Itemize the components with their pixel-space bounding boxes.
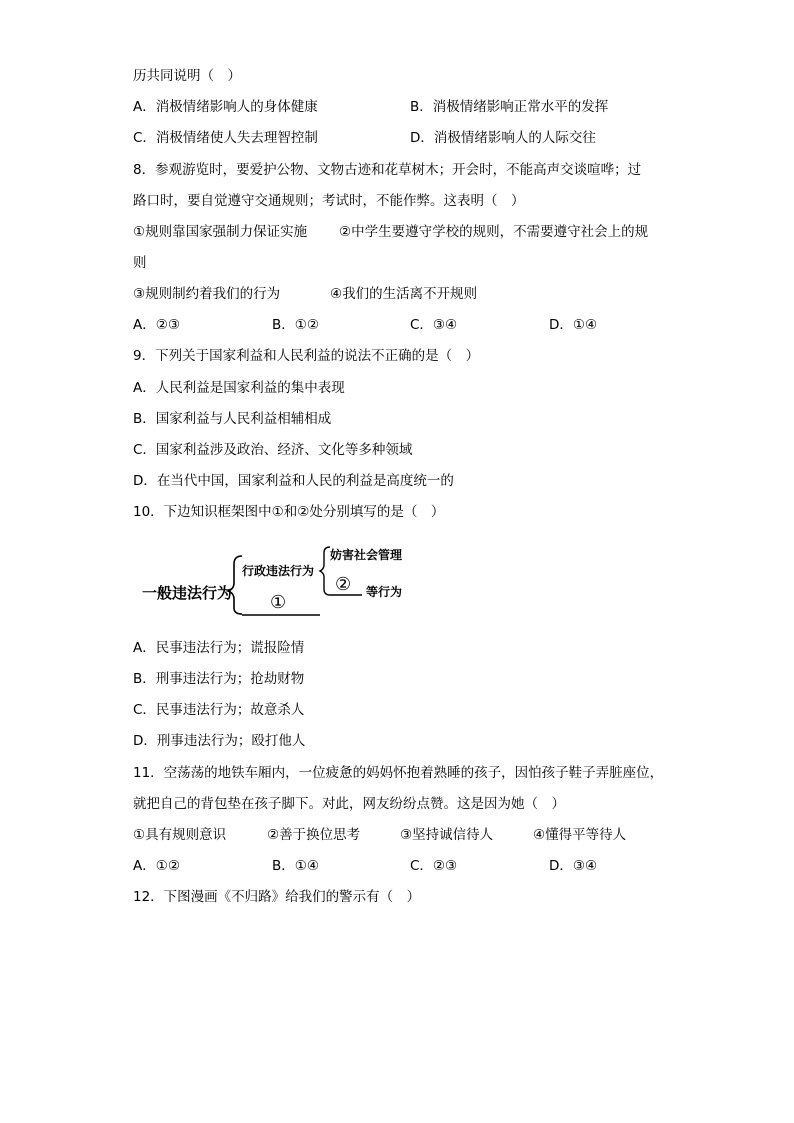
diagram-circle-2: ② <box>335 574 352 595</box>
q8-item-4: ④我们的生活离不开规则 <box>330 286 478 302</box>
diagram-sub-label-2: 等行为 <box>366 585 403 599</box>
q11-stem-line1: 11．空荡荡的地铁车厢内，一位疲惫的妈妈怀抱着熟睡的孩子，因怕孩子鞋子弄脏座位， <box>133 765 664 781</box>
q7-option-d[interactable]: D．消极情绪影响人的人际交往 <box>410 130 596 146</box>
q7-stem-end: 历共同说明（ ） <box>133 68 241 84</box>
q11-option-a[interactable]: A．①② <box>133 858 180 874</box>
q11-option-c[interactable]: C．②③ <box>410 858 458 874</box>
diagram-circle-1: ① <box>270 592 287 613</box>
q8-option-d[interactable]: D．①④ <box>549 317 598 333</box>
q9-option-d[interactable]: D．在当代中国，国家利益和人民的利益是高度统一的 <box>133 473 454 489</box>
q9-option-c[interactable]: C．国家利益涉及政治、经济、文化等多种领域 <box>133 442 413 458</box>
diagram-sub-label: 妨害社会管理 <box>330 548 403 562</box>
q11-item-3: ③坚持诚信待人 <box>400 827 494 843</box>
q7-option-c[interactable]: C．消极情绪使人失去理智控制 <box>133 130 318 146</box>
q8-item-2-continued: 则 <box>133 255 147 271</box>
q10-option-c[interactable]: C．民事违法行为；故意杀人 <box>133 702 305 718</box>
q8-item-1: ①规则靠国家强制力保证实施 <box>133 224 308 240</box>
q10-option-d[interactable]: D．刑事违法行为；殴打他人 <box>133 733 306 749</box>
q7-option-b[interactable]: B．消极情绪影响正常水平的发挥 <box>410 99 609 115</box>
diagram-root-label: 一般违法行为 <box>142 584 233 602</box>
q8-item-3: ③规则制约着我们的行为 <box>133 286 281 302</box>
q8-item-2: ②中学生要遵守学校的规则，不需要遵守社会上的规 <box>339 224 649 240</box>
q11-option-d[interactable]: D．③④ <box>549 858 598 874</box>
q10-stem: 10．下边知识框架图中①和②处分别填写的是（ ） <box>133 504 445 520</box>
q9-option-b[interactable]: B．国家利益与人民利益相辅相成 <box>133 411 332 427</box>
q8-option-a[interactable]: A．②③ <box>133 317 180 333</box>
sub-brace <box>320 547 330 595</box>
q11-stem-line2: 就把自己的背包垫在孩子脚下。对此，网友纷纷点赞。这是因为她（ ） <box>133 796 565 812</box>
diagram-branch-admin: 行政违法行为 <box>242 564 315 578</box>
q9-stem: 9．下列关于国家利益和人民利益的说法不正确的是（ ） <box>133 348 480 364</box>
q10-option-a[interactable]: A．民事违法行为；谎报险情 <box>133 640 305 656</box>
q12-stem: 12．下图漫画《不归路》给我们的警示有（ ） <box>133 889 421 905</box>
q8-option-b[interactable]: B．①② <box>272 317 319 333</box>
q10-knowledge-diagram <box>138 536 418 626</box>
q7-option-a[interactable]: A．消极情绪影响人的身体健康 <box>133 99 318 115</box>
q11-item-4: ④懂得平等待人 <box>533 827 627 843</box>
q8-stem-line2: 路口时，要自觉遵守交通规则；考试时，不能作弊。这表明（ ） <box>133 193 525 209</box>
q11-item-1: ①具有规则意识 <box>133 827 227 843</box>
q10-option-b[interactable]: B．刑事违法行为；抢劫财物 <box>133 671 305 687</box>
q11-item-2: ②善于换位思考 <box>267 827 361 843</box>
q9-option-a[interactable]: A．人民利益是国家利益的集中表现 <box>133 380 345 396</box>
q8-option-c[interactable]: C．③④ <box>410 317 458 333</box>
q11-option-b[interactable]: B．①④ <box>272 858 319 874</box>
q8-stem-line1: 8．参观游览时，要爱护公物、文物古迹和花草树木；开会时，不能高声交谈喧哗；过 <box>133 162 642 178</box>
